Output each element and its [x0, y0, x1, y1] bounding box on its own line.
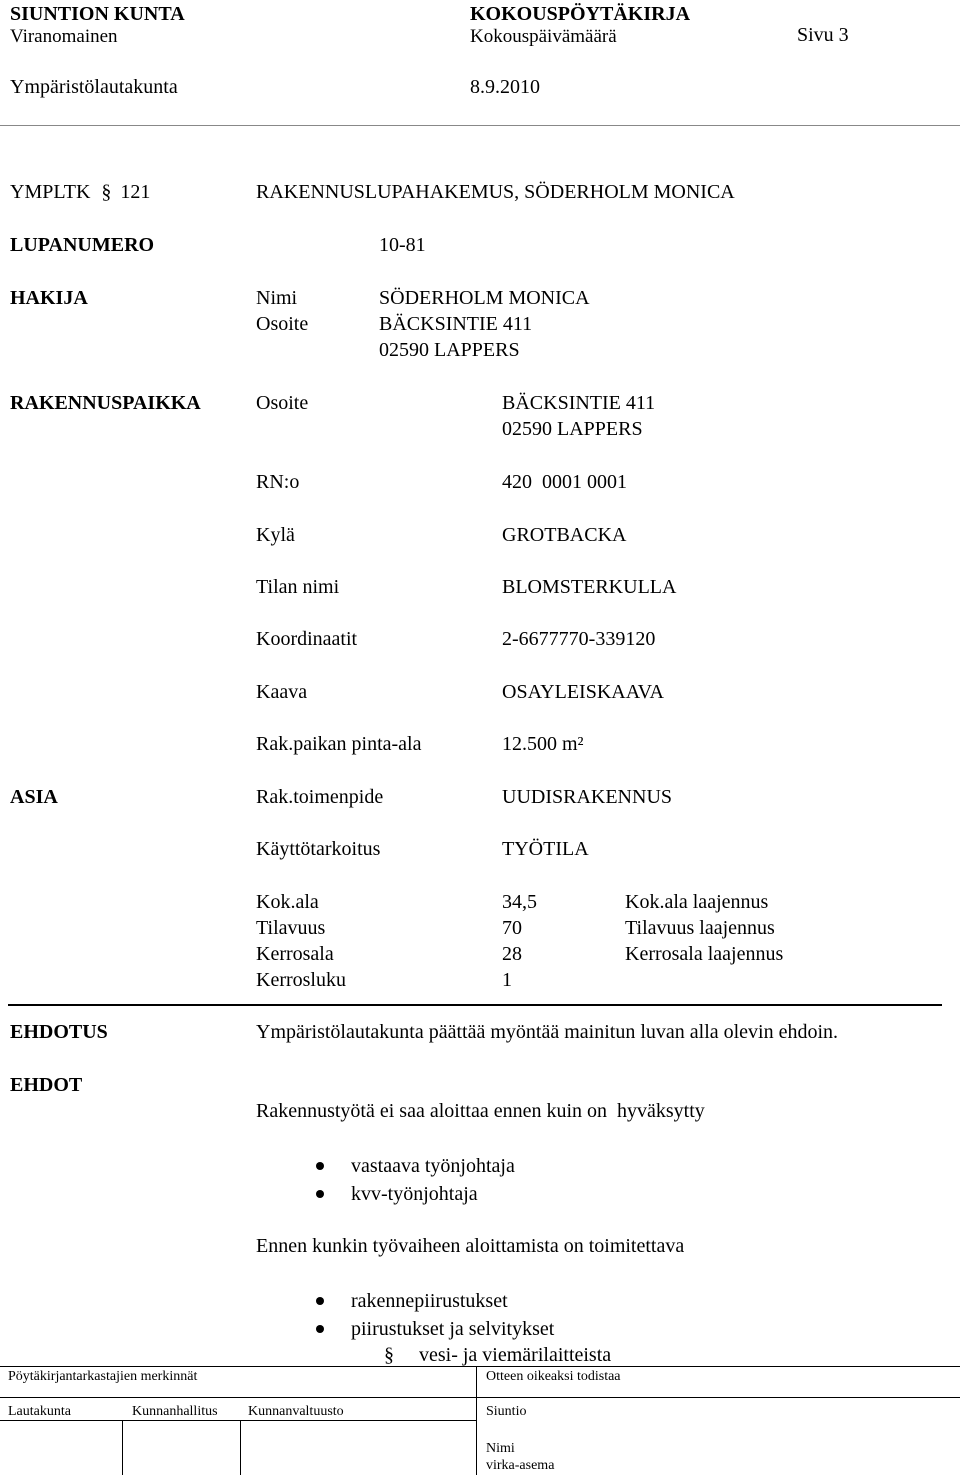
certified-label: Otteen oikeaksi todistaa	[486, 1369, 621, 1384]
case-title: RAKENNUSLUPAHAKEMUS, SÖDERHOLM MONICA	[256, 181, 735, 203]
section-symbol: §	[101, 181, 112, 203]
storey-area-label: Kerrosala	[256, 943, 334, 965]
storeys-label: Kerrosluku	[256, 969, 346, 991]
reviewers-label: Pöytäkirjantarkastajien merkinnät	[8, 1369, 198, 1384]
storey-area-extension-label: Kerrosala laajennus	[625, 943, 784, 965]
floor-area-extension-label: Kok.ala laajennus	[625, 891, 769, 913]
bullet-icon	[316, 1162, 324, 1170]
footer-position-label: virka-asema	[486, 1458, 555, 1473]
use-value: TYÖTILA	[502, 838, 589, 860]
footer-cell-divider	[240, 1420, 241, 1475]
rn-value: 420 0001 0001	[502, 471, 627, 493]
floor-area-label: Kok.ala	[256, 891, 319, 913]
condition-item: kvv-työnjohtaja	[351, 1183, 478, 1205]
proposal-text: Ympäristölautakunta päättää myöntää mainitun luvan alla olevin ehdoin.	[256, 1021, 839, 1043]
conditions-label: EHDOT	[10, 1074, 83, 1096]
authority-label: Viranomainen	[10, 26, 118, 47]
section-symbol-icon: §	[384, 1344, 394, 1366]
footer-place: Siuntio	[486, 1404, 527, 1419]
case-number: 121	[120, 181, 151, 203]
condition-item: rakennepiirustukset	[351, 1290, 508, 1312]
meeting-date-label: Kokouspäivämäärä	[470, 26, 617, 47]
village-value: GROTBACKA	[502, 524, 627, 546]
estate-value: BLOMSTERKULLA	[502, 576, 677, 598]
site-address-line1: BÄCKSINTIE 411	[502, 392, 656, 414]
use-label: Käyttötarkoitus	[256, 838, 381, 860]
site-address-label: Osoite	[256, 392, 309, 414]
condition-subitem: vesi- ja viemärilaitteista	[419, 1344, 612, 1366]
rn-label: RN:o	[256, 471, 300, 493]
footer-signature-line	[0, 1420, 476, 1421]
storeys-value: 1	[502, 969, 512, 991]
footer-cell-divider	[122, 1420, 123, 1475]
case-identifier	[10, 182, 150, 202]
site-label: RAKENNUSPAIKKA	[10, 392, 201, 414]
conditions-intro-2: Ennen kunkin työvaiheen aloittamista on toimitettava	[256, 1235, 685, 1257]
site-address-line2: 02590 LAPPERS	[502, 418, 643, 440]
header-divider	[0, 125, 960, 126]
bullet-icon	[316, 1297, 324, 1305]
plan-value: OSAYLEISKAAVA	[502, 681, 664, 703]
applicant-address-label: Osoite	[256, 313, 309, 335]
site-area-value: 12.500 m²	[502, 733, 584, 755]
footer-name-label: Nimi	[486, 1441, 515, 1456]
permit-number-label: LUPANUMERO	[10, 234, 155, 256]
meeting-date: 8.9.2010	[470, 76, 540, 98]
document-type: KOKOUSPÖYTÄKIRJA	[470, 3, 691, 25]
action-label: Rak.toimenpide	[256, 786, 384, 808]
site-area-label: Rak.paikan pinta-ala	[256, 733, 422, 755]
footer-line	[0, 1397, 960, 1398]
plan-label: Kaava	[256, 681, 308, 703]
applicant-name-label: Nimi	[256, 287, 298, 309]
municipality-name: SIUNTION KUNTA	[10, 3, 185, 25]
estate-label: Tilan nimi	[256, 576, 340, 598]
coordinates-label: Koordinaatit	[256, 628, 358, 650]
coordinates-value: 2-6677770-339120	[502, 628, 656, 650]
volume-extension-label: Tilavuus laajennus	[625, 917, 775, 939]
floor-area-value: 34,5	[502, 891, 537, 913]
applicant-label: HAKIJA	[10, 287, 88, 309]
section-divider	[8, 1004, 942, 1006]
condition-item: piirustukset ja selvitykset	[351, 1318, 555, 1340]
page-number: Sivu 3	[797, 24, 849, 46]
footer-top-line	[0, 1366, 960, 1367]
conditions-intro-1: Rakennustyötä ei saa aloittaa ennen kuin on hyväksytty	[256, 1100, 705, 1122]
case-prefix: YMPLTK	[10, 181, 91, 203]
footer-col-municipal-board: Kunnanhallitus	[132, 1404, 218, 1419]
authority-name: Ympäristölautakunta	[10, 76, 178, 98]
footer-col-board: Lautakunta	[8, 1404, 71, 1419]
condition-item: vastaava työnjohtaja	[351, 1155, 515, 1177]
storey-area-value: 28	[502, 943, 522, 965]
volume-value: 70	[502, 917, 522, 939]
applicant-name: SÖDERHOLM MONICA	[379, 287, 590, 309]
village-label: Kylä	[256, 524, 295, 546]
bullet-icon	[316, 1190, 324, 1198]
applicant-address-line1: BÄCKSINTIE 411	[379, 313, 533, 335]
proposal-label: EHDOTUS	[10, 1021, 108, 1043]
action-value: UUDISRAKENNUS	[502, 786, 673, 808]
applicant-address-line2: 02590 LAPPERS	[379, 339, 520, 361]
bullet-icon	[316, 1325, 324, 1333]
volume-label: Tilavuus	[256, 917, 326, 939]
matter-label: ASIA	[10, 786, 58, 808]
footer-column-divider	[476, 1366, 477, 1475]
footer-col-municipal-council: Kunnanvaltuusto	[248, 1404, 344, 1419]
permit-number: 10-81	[379, 234, 426, 256]
